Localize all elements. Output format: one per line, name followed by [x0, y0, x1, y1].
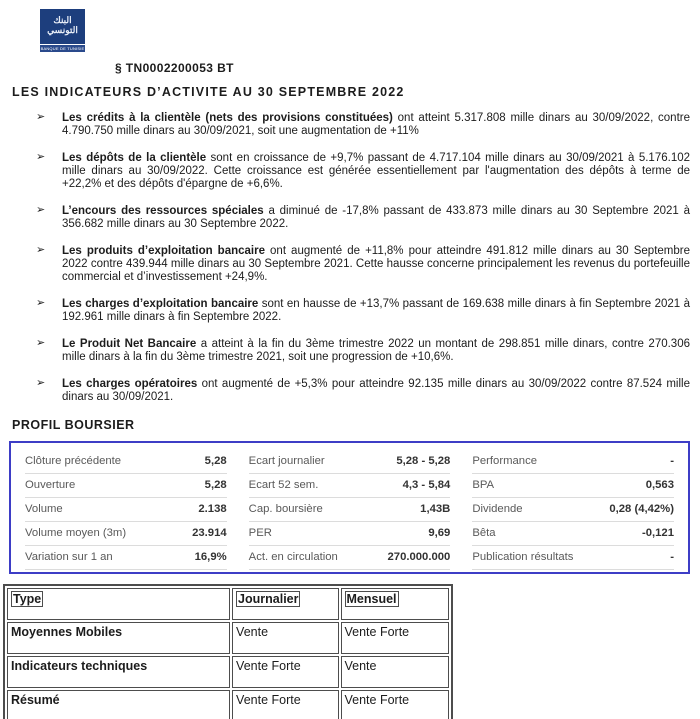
- bank-logo: [40, 9, 85, 52]
- bullet-body-text: a diminué de -17,8% passant de 433.873 mille dinars au 30 Septembre 2021 à 356.682 mille dinars au 30 Septembre 2022.: [62, 205, 691, 230]
- list-item: [35, 245, 690, 284]
- signal-type-cell: Moyennes Mobiles: [7, 622, 230, 654]
- bullet-lead-text: Le Produit Net Bancaire: [62, 338, 197, 350]
- bullet-lead-text: L’encours des ressources spéciales: [62, 205, 264, 217]
- profil-column-1: [25, 450, 227, 570]
- profil-column-2: [249, 450, 451, 570]
- signal-daily-cell: Vente Forte: [232, 656, 338, 688]
- stat-label: Cap. boursière: [248, 503, 323, 515]
- bullet-body-text: sont en hausse de +13,7% passant de 169.638 mille dinars à fin Septembre 2021 à 192.961 mille dinars à fin Septembre 2022.: [62, 298, 690, 323]
- signals-header-type-label: Type: [13, 592, 42, 606]
- stat-label: Ouverture: [25, 479, 76, 491]
- stat-label: Volume moyen (3m): [25, 527, 127, 539]
- bullet-body-text: ont augmenté de +5,3% pour atteindre 92.135 mille dinars au 30/09/2022 contre 87.524 mille dinars au 30/09/2021.: [62, 378, 690, 403]
- signals-header-mensuel: [341, 588, 450, 620]
- signals-header-type: [7, 588, 230, 620]
- stat-label: Ecart 52 sem.: [248, 479, 319, 491]
- bank-logo-caption: BANQUE DE TUNISIE: [40, 46, 85, 51]
- stat-row: [472, 522, 674, 546]
- list-item: [35, 378, 690, 404]
- stat-label: Variation sur 1 an: [25, 551, 113, 563]
- signal-daily-cell: Vente Forte: [232, 690, 338, 719]
- list-item: [35, 298, 690, 324]
- stat-row: [249, 450, 451, 474]
- stat-value: 2.138: [198, 503, 227, 515]
- arrow-bullet-icon: ➢: [36, 337, 46, 349]
- arrow-bullet-icon: ➢: [36, 377, 46, 389]
- stat-value: 23.914: [192, 527, 227, 539]
- stat-value: 4,3 - 5,84: [402, 479, 451, 491]
- stat-value: -: [670, 551, 674, 563]
- stat-value: 9,69: [428, 527, 451, 539]
- stat-label: Dividende: [472, 503, 523, 515]
- bullet-lead-text: Les produits d’exploitation bancaire: [62, 245, 265, 257]
- stat-row: [25, 546, 227, 570]
- profil-column-3: [472, 450, 674, 570]
- section-heading-profil-boursier: PROFIL BOURSIER: [12, 418, 135, 432]
- stat-row: [25, 474, 227, 498]
- signals-table: [3, 584, 453, 719]
- list-item: [35, 152, 690, 191]
- arrow-bullet-icon: ➢: [36, 111, 46, 123]
- bank-logo-arabic-line1: البنك: [53, 15, 72, 25]
- stat-label: Clôture précédente: [25, 455, 122, 467]
- stat-row: [472, 498, 674, 522]
- stat-row: [249, 498, 451, 522]
- stat-value: 5,28: [204, 455, 227, 467]
- isin-line: § TN0002200053 BT: [115, 61, 234, 75]
- stat-value: 5,28 - 5,28: [396, 455, 451, 467]
- stat-label: BPA: [472, 479, 495, 491]
- stat-value: -0,121: [641, 527, 674, 539]
- signal-daily-cell: Vente: [232, 622, 338, 654]
- list-item: [35, 205, 690, 231]
- page-title: LES INDICATEURS D’ACTIVITE AU 30 SEPTEMBRE 2022: [12, 85, 405, 99]
- signal-monthly-cell: Vente Forte: [341, 622, 450, 654]
- stat-row: [249, 474, 451, 498]
- stat-row: [249, 546, 451, 570]
- stat-row: [472, 474, 674, 498]
- bullet-lead-text: Les charges opératoires: [62, 378, 198, 390]
- bullet-body-text: sont en croissance de +9,7% passant de 4.717.104 mille dinars au 30/09/2021 à 5.176.102 mille dinars au 30/09/2022. Cette croissance est générée essentiellement par l'augmentation des dépôts à terme de +22,2% et des dépôts d'épargne de +6,6%.: [62, 152, 691, 190]
- stat-row: [472, 546, 674, 570]
- stat-value: 0,563: [645, 479, 674, 491]
- arrow-bullet-icon: ➢: [36, 297, 46, 309]
- arrow-bullet-icon: ➢: [36, 204, 46, 216]
- stat-value: 16,9%: [194, 551, 227, 563]
- signal-monthly-cell: Vente: [341, 656, 450, 688]
- bank-logo-arabic-line2: التونسي: [47, 25, 78, 35]
- stat-label: Volume: [25, 503, 63, 515]
- stat-label: Ecart journalier: [248, 455, 325, 467]
- stat-row: [25, 522, 227, 546]
- stat-row: [472, 450, 674, 474]
- bullet-lead-text: Les crédits à la clientèle (nets des provisions constituées): [62, 112, 393, 124]
- bullet-body-text: ont augmenté de +11,8% pour atteindre 491.812 mille dinars au 30 Septembre 2022 contre 439.944 mille dinars au 30 Septembre 2021. Cette hausse concerne principalement les revenus du portefeuille commercial et d’investissement +24,9%.: [62, 245, 690, 283]
- stat-label: PER: [248, 527, 272, 539]
- stat-label: Act. en circulation: [248, 551, 338, 563]
- signal-type-cell: Indicateurs techniques: [7, 656, 230, 688]
- stat-row: [25, 450, 227, 474]
- bullet-body-text: ont atteint 5.317.808 mille dinars au 30/09/2022, contre 4.790.750 mille dinars au 30/09/2021, soit une augmentation de +11%: [62, 112, 690, 137]
- stat-row: [249, 522, 451, 546]
- signals-header-journalier: [232, 588, 338, 620]
- indicator-list: [35, 112, 690, 404]
- stat-value: 0,28 (4,42%): [609, 503, 674, 515]
- list-item: [35, 112, 690, 138]
- table-row: [7, 656, 449, 688]
- bullet-body-text: a atteint à la fin du 3ème trimestre 2022 un montant de 298.851 mille dinars, contre 270.306 mille dinars à la fin du 3ème trimestre 2021, soit une progression de +10,6%.: [62, 338, 690, 363]
- stat-value: 270.000.000: [387, 551, 451, 563]
- list-item: [35, 338, 690, 364]
- stat-value: 1,43B: [420, 503, 451, 515]
- arrow-bullet-icon: ➢: [36, 244, 46, 256]
- table-row: [7, 690, 449, 719]
- stat-row: [25, 498, 227, 522]
- signals-header-row: [7, 588, 449, 620]
- stat-label: Publication résultats: [472, 551, 574, 563]
- profil-boursier-panel: [9, 441, 690, 574]
- table-row: [7, 622, 449, 654]
- stat-value: -: [670, 455, 674, 467]
- bullet-lead-text: Les charges d’exploitation bancaire: [62, 298, 259, 310]
- signals-header-mensuel-label: Mensuel: [346, 592, 397, 606]
- signal-monthly-cell: Vente Forte: [341, 690, 450, 719]
- bank-logo-arabic-text: [40, 9, 85, 44]
- arrow-bullet-icon: ➢: [36, 151, 46, 163]
- signal-type-cell: Résumé: [7, 690, 230, 719]
- bullet-lead-text: Les dépôts de la clientèle: [62, 152, 207, 164]
- stat-label: Bêta: [472, 527, 496, 539]
- stat-value: 5,28: [204, 479, 227, 491]
- stat-label: Performance: [472, 455, 537, 467]
- signals-header-journalier-label: Journalier: [238, 592, 299, 606]
